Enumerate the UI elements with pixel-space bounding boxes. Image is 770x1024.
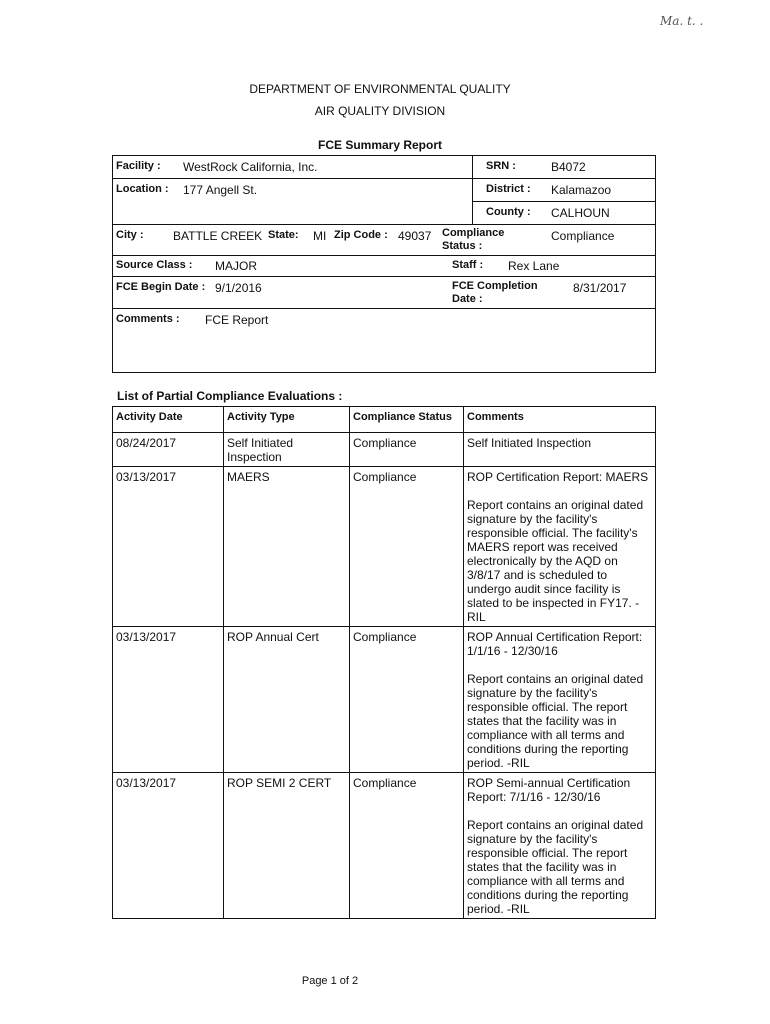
compliance-status: Compliance [350,627,464,773]
division-title: AIR QUALITY DIVISION [314,104,446,118]
compliance-status-value: Compliance [551,229,615,243]
table-row [113,773,656,919]
comments: Self Initiated Inspection [464,433,656,467]
comments-label: Comments : [116,313,180,325]
activity-date: 03/13/2017 [113,773,224,919]
fce-begin-date-value: 9/1/2016 [215,281,262,295]
comments-value: FCE Report [205,313,269,327]
department-title: DEPARTMENT OF ENVIRONMENTAL QUALITY [249,82,511,96]
comments: ROP Certification Report: MAERS Report contains an original dated signature by the facility's responsible official. The facility's MAERS report was received electronically by the AQD on 3/8/17 and is scheduled to undergo audit since facility is slated to be inspected in FY17. - RIL [464,467,656,627]
fce-completion-date-value: 8/31/2017 [573,281,627,295]
comments: ROP Annual Certification Report: 1/1/16 - 12/30/16 Report contains an original dated signature by the facility's responsible official. The report states that the facility was in compliance with all terms and conditions during the reporting period. -RIL [464,627,656,773]
fce-completion-date-label: FCE Completion [452,280,538,292]
county-label: County : [486,206,531,218]
source-class-value: MAJOR [215,259,257,273]
staff-label: Staff : [452,259,484,271]
srn-label: SRN : [486,160,516,172]
compliance-status: Compliance [350,467,464,627]
state-label: State: [268,229,299,241]
facility-label: Facility : [116,160,161,172]
table-row [113,467,656,627]
compliance-status-label-2: Status : [442,240,483,252]
city-label: City : [116,229,144,241]
report-title: FCE Summary Report [317,138,443,152]
table-row [113,433,656,467]
facility-value: WestRock California, Inc. [183,160,318,174]
activity-date: 08/24/2017 [113,433,224,467]
compliance-status: Compliance [350,773,464,919]
col-activity-type: Activity Type [224,407,350,433]
compliance-status-label: Compliance [442,227,505,239]
partial-evaluations-title: List of Partial Compliance Evaluations : [117,389,343,403]
activity-date: 03/13/2017 [113,627,224,773]
location-label: Location : [116,183,169,195]
col-compliance-status: Compliance Status [350,407,464,433]
state-value: MI [313,229,327,243]
handwritten-note: Ma. t. . [660,14,704,28]
fce-begin-date-label: FCE Begin Date : [116,281,206,293]
activity-date: 03/13/2017 [113,467,224,627]
col-comments: Comments [464,407,656,433]
activity-type: ROP SEMI 2 CERT [224,773,350,919]
staff-value: Rex Lane [508,259,560,273]
activity-type: MAERS [224,467,350,627]
district-value: Kalamazoo [551,183,612,197]
city-value: BATTLE CREEK [173,229,263,243]
zip-value: 49037 [398,229,432,243]
compliance-status: Compliance [350,433,464,467]
location-value: 177 Angell St. [183,183,258,197]
fce-completion-date-label-2: Date : [452,293,483,305]
summary-box [112,155,656,373]
srn-value: B4072 [551,160,586,174]
partial-evaluations-table [112,406,656,919]
page-number: Page 1 of 2 [301,975,359,987]
table-header-row [113,407,656,433]
zip-label: Zip Code : [334,229,388,241]
activity-type: ROP Annual Cert [224,627,350,773]
source-class-label: Source Class : [116,259,193,271]
activity-type: Self Initiated Inspection [224,433,350,467]
comments: ROP Semi-annual Certification Report: 7/1/16 - 12/30/16 Report contains an original dated signature by the facility's responsible official. The report states that the facility was in compliance with all terms and conditions during the reporting period. -RIL [464,773,656,919]
col-activity-date: Activity Date [113,407,224,433]
table-row [113,627,656,773]
district-label: District : [486,183,531,195]
county-value: CALHOUN [551,206,610,220]
